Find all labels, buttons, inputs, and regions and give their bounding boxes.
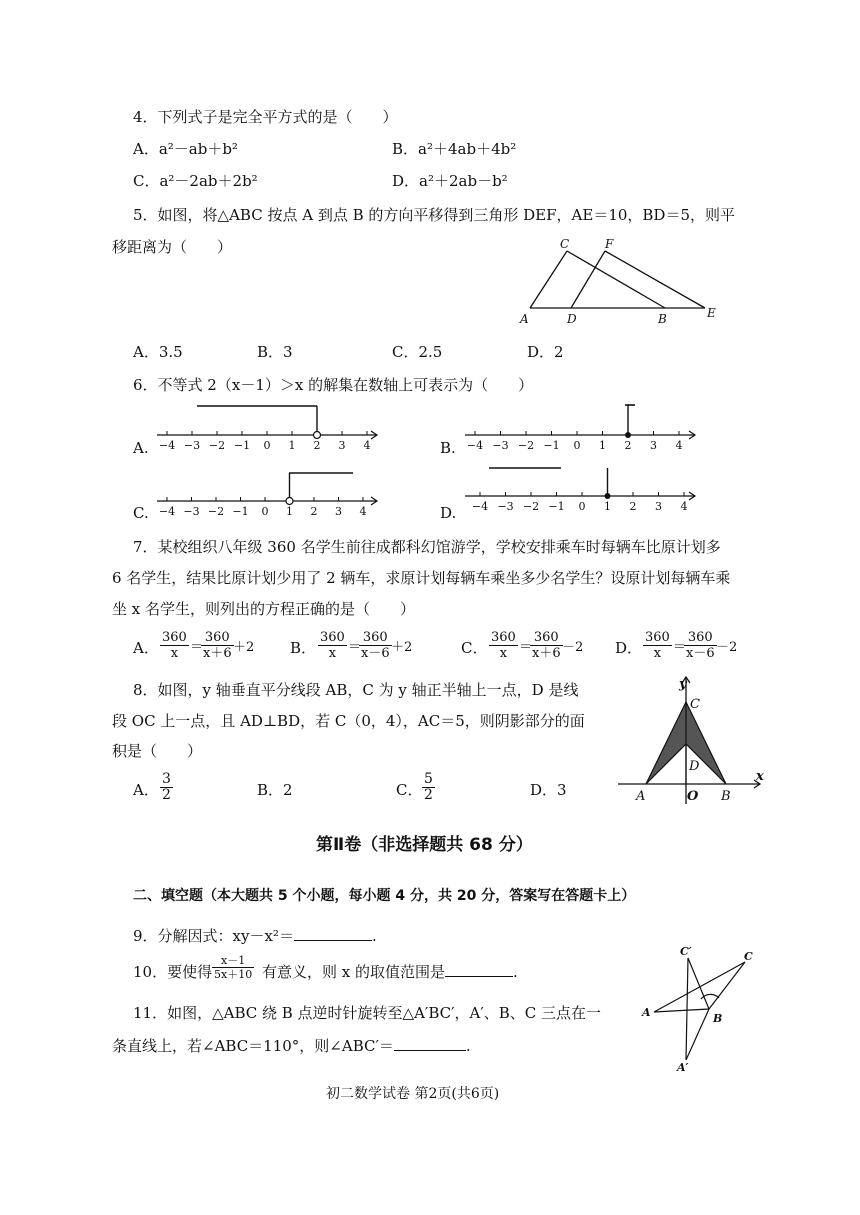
tick-label: 3 — [655, 500, 662, 513]
tick-label: −3 — [183, 505, 200, 518]
tick-label: −1 — [232, 505, 249, 518]
tick-label: −4 — [158, 505, 176, 518]
q7-c-right-fraction: $\frac{360}{x+6}$ — [532, 630, 561, 661]
q5-label-f: F — [605, 237, 614, 251]
q8-label-d: D — [689, 759, 700, 774]
q7-c-left-fraction: $\frac{360}{x}$ — [491, 630, 516, 661]
q6-option-b: B. — [440, 439, 456, 457]
q11-label-c-prime: C′ — [680, 945, 692, 958]
tick-label: 3 — [650, 439, 657, 452]
tick-label: −1 — [233, 439, 251, 452]
q8-stem-line2: 段 OC 上一点，且 AD⊥BD，若 C（0，4），AC＝5，则阴影部分的面 — [112, 712, 585, 730]
q8-label-o: O — [687, 789, 699, 804]
q7-d-right-fraction: $\frac{360}{x-6}$ — [686, 630, 715, 661]
tick-label: −1 — [548, 500, 565, 513]
tick-label: −4 — [466, 439, 484, 452]
q7-d-tail: －2 — [716, 640, 738, 655]
tick-label: −2 — [517, 439, 535, 452]
q7-a-tail: ＋2 — [233, 640, 255, 655]
q4-option-a: A．a²－ab＋b² — [133, 140, 238, 158]
q5-option-c: C．2.5 — [392, 343, 443, 361]
q6-stem: 6．不等式 2（x－1）＞x 的解集在数轴上可表示为（ ） — [133, 376, 534, 394]
q7-d-left-fraction: $\frac{360}{x}$ — [645, 630, 670, 661]
q6-option-c: C. — [133, 504, 149, 522]
q9-answer-blank[interactable] — [294, 926, 372, 941]
q7-a-eq: ＝ — [190, 640, 204, 655]
q10-pre: 10．要使得 — [133, 963, 213, 981]
q6-option-d: D. — [440, 504, 457, 522]
q5-option-b: B．3 — [257, 343, 293, 361]
tick-label: 1 — [604, 500, 611, 513]
q5-translation-figure — [515, 235, 725, 330]
q8-option-b: B．2 — [257, 781, 293, 799]
q5-stem-line1: 5．如图，将△ABC 按点 A 到点 B 的方向平移得到三角形 DEF，AE＝10，BD＝5，则平 — [133, 206, 736, 224]
q7-b-right-fraction: $\frac{360}{x-6}$ — [361, 630, 390, 661]
q10-answer-blank[interactable] — [445, 962, 513, 977]
q7-a-left-fraction: $\frac{360}{x}$ — [162, 630, 187, 661]
tick-label: −2 — [522, 500, 540, 513]
closed-endpoint — [605, 493, 611, 499]
q8-stem-line3: 积是（ ） — [112, 742, 203, 760]
q11-label-c: C — [744, 950, 753, 963]
q5-stem-line2: 移距离为（ ） — [112, 238, 233, 256]
tick-label: 2 — [629, 500, 637, 513]
q7-a-right-fraction: $\frac{360}{x+6}$ — [203, 630, 232, 661]
closed-endpoint — [625, 432, 631, 438]
tick-label: 1 — [288, 439, 296, 452]
q7-option-c-label: C． — [461, 639, 488, 657]
fill-in-part-title: 二、填空题（本大题共 5 个小题，每小题 4 分，共 20 分，答案写在答题卡上） — [133, 888, 636, 904]
q5-option-d: D．2 — [527, 343, 564, 361]
q7-c-eq: ＝ — [519, 640, 533, 655]
q10-end: . — [513, 963, 518, 981]
tick-label: −4 — [158, 439, 176, 452]
tick-label: −3 — [497, 500, 514, 513]
page-footer: 初二数学试卷 第2页(共6页) — [326, 1086, 500, 1102]
tick-label: −4 — [471, 500, 489, 513]
q8-label-c: C — [690, 697, 700, 712]
q4-option-c: C．a²－2ab＋2b² — [133, 172, 258, 190]
q7-option-a-label: A． — [133, 639, 159, 657]
q5-label-d: D — [567, 312, 577, 326]
tick-label: 3 — [335, 505, 342, 518]
tick-label: 0 — [578, 500, 586, 513]
tick-label: 4 — [363, 439, 371, 452]
q5-label-c: C — [560, 237, 570, 251]
q6-number-line-d — [463, 463, 703, 523]
q6-number-line-c — [155, 468, 385, 528]
q8-label-y: y — [679, 677, 687, 692]
tick-label: 0 — [573, 439, 581, 452]
tick-label: 4 — [359, 505, 367, 518]
q7-stem-line3: 坐 x 名学生，则列出的方程正确的是（ ） — [112, 600, 415, 618]
q4-stem: 4．下列式子是完全平方式的是（ ） — [133, 108, 398, 126]
q8-option-a-label: A． — [133, 781, 159, 799]
q8-label-b: B — [721, 789, 731, 804]
tick-label: 2 — [310, 505, 318, 518]
q6-option-a: A. — [133, 439, 149, 457]
q7-stem-line2: 6 名学生，结果比原计划少用了 2 辆车，求原计划每辆车乘坐多少名学生？设原计划每辆车乘 — [112, 569, 731, 587]
q8-option-d: D．3 — [530, 781, 567, 799]
q10-post — [262, 962, 518, 982]
tick-label: 0 — [263, 439, 271, 452]
q8-stem-line1: 8．如图，y 轴垂直平分线段 AB，C 为 y 轴正半轴上一点，D 是线 — [133, 681, 579, 699]
q11-label-b: B — [713, 1012, 723, 1025]
q8-option-c-fraction: $\frac{5}{2}$ — [424, 771, 433, 803]
tick-label: 2 — [624, 439, 632, 452]
q7-b-left-fraction: $\frac{360}{x}$ — [320, 630, 345, 661]
q11-text: 条直线上，若∠ABC＝110°，则∠ABC′＝ — [112, 1037, 394, 1055]
q7-c-tail: －2 — [562, 640, 584, 655]
q7-option-d-label: D． — [615, 639, 643, 657]
tick-label: 1 — [599, 439, 606, 452]
q6-number-line-b — [463, 400, 703, 460]
tick-label: 4 — [675, 439, 683, 452]
tick-label: 2 — [313, 439, 321, 452]
q7-b-eq: ＝ — [348, 640, 362, 655]
tick-label: −3 — [492, 439, 509, 452]
q6-number-line-a — [155, 400, 385, 460]
tick-label: 4 — [680, 500, 688, 513]
q8-coordinate-figure — [610, 672, 770, 807]
tick-label: −3 — [183, 439, 201, 452]
tick-label: 0 — [261, 505, 269, 518]
tick-label: 3 — [338, 439, 346, 452]
tick-label: −1 — [543, 439, 560, 452]
q9-stem — [133, 926, 377, 946]
q11-stem-line2 — [112, 1036, 471, 1056]
q7-d-eq: ＝ — [673, 640, 687, 655]
q8-option-a-fraction: $\frac{3}{2}$ — [162, 771, 171, 803]
q11-end: . — [465, 1037, 471, 1055]
q4-option-d: D．a²＋2ab－b² — [392, 172, 508, 190]
q5-label-b: B — [658, 312, 667, 326]
tick-label: 1 — [286, 505, 293, 518]
q4-option-b: B．a²＋4ab＋4b² — [392, 140, 517, 158]
tick-label: −2 — [208, 439, 226, 452]
q8-label-x: x — [756, 769, 764, 784]
open-endpoint — [286, 498, 293, 505]
section-2-title: 第Ⅱ卷（非选择题共 68 分） — [316, 835, 533, 855]
tick-label: −2 — [207, 505, 225, 518]
q11-stem-line1: 11．如图，△ABC 绕 B 点逆时针旋转至△A′BC′，A′、B、C 三点在一 — [133, 1004, 602, 1022]
q10-text: 有意义，则 x 的取值范围是 — [262, 963, 445, 981]
q7-b-tail: ＋2 — [391, 640, 413, 655]
q11-rotation-figure — [640, 942, 765, 1077]
q8-label-a: A — [636, 789, 646, 804]
open-endpoint — [314, 432, 321, 439]
q11-label-a: A — [642, 1006, 651, 1019]
q5-label-e: E — [707, 306, 716, 320]
q8-option-c-label: C． — [396, 781, 423, 799]
q5-option-a: A．3.5 — [133, 343, 183, 361]
q10-fraction: $\frac{x-1}{5x+10}$ — [214, 954, 253, 981]
q11-label-a-prime: A′ — [677, 1061, 689, 1074]
q5-label-a: A — [520, 312, 529, 326]
q7-option-b-label: B． — [290, 639, 317, 657]
q11-answer-blank[interactable] — [394, 1036, 466, 1051]
q9-text: 9．分解因式：xy－x²＝ — [133, 927, 294, 945]
q7-stem-line1: 7．某校组织八年级 360 名学生前往成都科幻馆游学，学校安排乘车时每辆车比原计划多 — [133, 538, 721, 556]
q9-end: . — [371, 927, 377, 945]
